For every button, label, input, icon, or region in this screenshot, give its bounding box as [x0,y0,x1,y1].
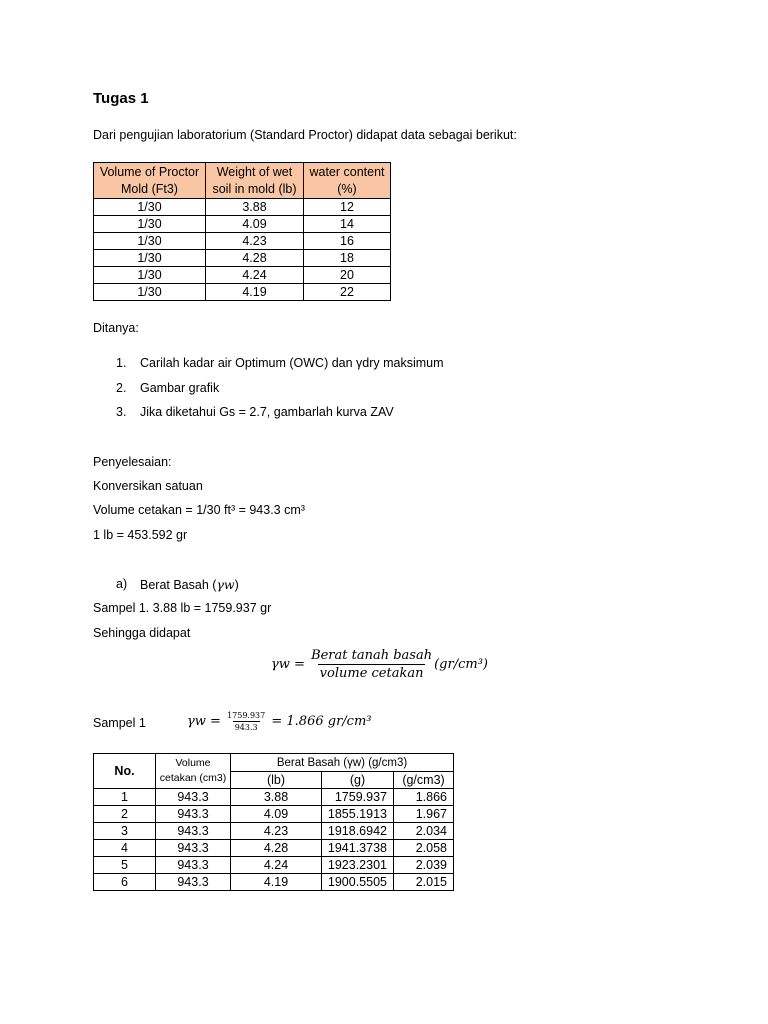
header-lb: (lb) [231,772,322,789]
table-cell: 14 [304,216,391,233]
table-cell: 18 [304,250,391,267]
table-row [94,857,454,874]
sampel1-label: Sampel 1 [93,716,146,730]
table-cell: 3.88 [206,199,304,216]
table-cell: 4.28 [206,250,304,267]
unit-weight-formula: γw = $\frac{\text{Berat tanah basah}}{\text{volume cetakan}}$ (gr/cm³) [271,648,488,681]
page-title: Tugas 1 [93,90,149,107]
table-cell: 1/30 [94,233,206,250]
header-water-content: water content (%) [304,163,391,199]
table-cell: 1/30 [94,250,206,267]
table-cell: 2.039 [394,857,454,874]
table-cell: 1.967 [394,806,454,823]
table-cell: 4.24 [231,857,322,874]
header-no: No. [94,754,156,789]
question-text: Jika diketahui Gs = 2.7, gambarlah kurva ZAV [140,405,394,419]
table-cell: 4.19 [206,284,304,301]
sehingga-text: Sehingga didapat [93,626,191,640]
table-row [94,874,454,891]
table-cell: 16 [304,233,391,250]
table-cell: 6 [94,874,156,891]
table-cell: 1.866 [394,789,454,806]
table-cell: 1855.1913 [322,806,394,823]
question-number: 2. [116,381,127,395]
table-cell: 1/30 [94,199,206,216]
konversi-text: Konversikan satuan [93,479,203,493]
table-cell: 2 [94,806,156,823]
table-cell: 943.3 [156,823,231,840]
table-cell: 1/30 [94,216,206,233]
question-text: Gambar grafik [140,381,220,395]
table-cell: 4.09 [206,216,304,233]
header-g-cm3: (g/cm3) [394,772,454,789]
header-volume: Volume of Proctor Mold (Ft3) [94,163,206,199]
table-cell: 2.015 [394,874,454,891]
table-row [94,267,391,284]
table-cell: 2.058 [394,840,454,857]
table-cell: 2.034 [394,823,454,840]
table-cell: 1/30 [94,267,206,284]
table-cell: 12 [304,199,391,216]
table-row [94,840,454,857]
header-weight: Weight of wet soil in mold (lb) [206,163,304,199]
table-cell: 4 [94,840,156,857]
table-row [94,806,454,823]
table-cell: 22 [304,284,391,301]
table-cell: 1918.6942 [322,823,394,840]
header-berat-basah: Berat Basah (γw) (g/cm3) [231,754,454,772]
table-row [94,199,391,216]
header-volume-cetakan: Volume cetakan (cm3) [156,754,231,789]
table-cell: 1941.3738 [322,840,394,857]
table-cell: 1900.5505 [322,874,394,891]
sampel-conversion: Sampel 1. 3.88 lb = 1759.937 gr [93,601,272,615]
sampel1-fraction: $\frac{1759.937}{943.3}$ [227,711,266,732]
header-g: (g) [322,772,394,789]
table-cell: 20 [304,267,391,284]
table-cell: 4.23 [231,823,322,840]
ditanya-label: Ditanya: [93,321,139,335]
table-cell: 4.23 [206,233,304,250]
table-header-row [94,754,454,772]
proctor-data-table [93,162,391,301]
table-row [94,216,391,233]
table-cell: 3 [94,823,156,840]
question-number: 1. [116,356,127,370]
table-cell: 943.3 [156,806,231,823]
table-header-row [94,163,391,199]
volume-conversion: Volume cetakan = 1/30 ft³ = 943.3 cm³ [93,503,305,517]
question-text: Carilah kadar air Optimum (OWC) dan γdry maksimum [140,356,444,370]
sampel1-calculation: γw = $\frac{1759.937}{943.3}$ = 1.866 gr/cm³ [187,711,372,732]
question-number: 3. [116,405,127,419]
table-cell: 943.3 [156,857,231,874]
table-cell: 1759.937 [322,789,394,806]
intro-text: Dari pengujian laboratorium (Standard Proctor) didapat data sebagai berikut: [93,128,517,142]
penyelesaian-label: Penyelesaian: [93,455,172,469]
table-row [94,823,454,840]
formula-fraction: $\frac{\text{Berat tanah basah}}{\text{volume cetakan}}$ [311,648,433,681]
table-cell: 5 [94,857,156,874]
table-cell: 943.3 [156,840,231,857]
table-cell: 3.88 [231,789,322,806]
section-a-heading: Berat Basah (γw) [140,577,239,592]
table-row [94,284,391,301]
lb-conversion: 1 lb = 453.592 gr [93,528,188,542]
table-cell: 943.3 [156,874,231,891]
table-cell: 4.28 [231,840,322,857]
table-cell: 943.3 [156,789,231,806]
table-row [94,250,391,267]
section-a-label: a) [116,577,128,591]
table-cell: 1/30 [94,284,206,301]
table-cell: 1923.2301 [322,857,394,874]
table-cell: 4.09 [231,806,322,823]
table-cell: 1 [94,789,156,806]
table-cell: 4.19 [231,874,322,891]
table-cell: 4.24 [206,267,304,284]
table-row [94,789,454,806]
berat-basah-table [93,753,454,891]
table-row [94,233,391,250]
